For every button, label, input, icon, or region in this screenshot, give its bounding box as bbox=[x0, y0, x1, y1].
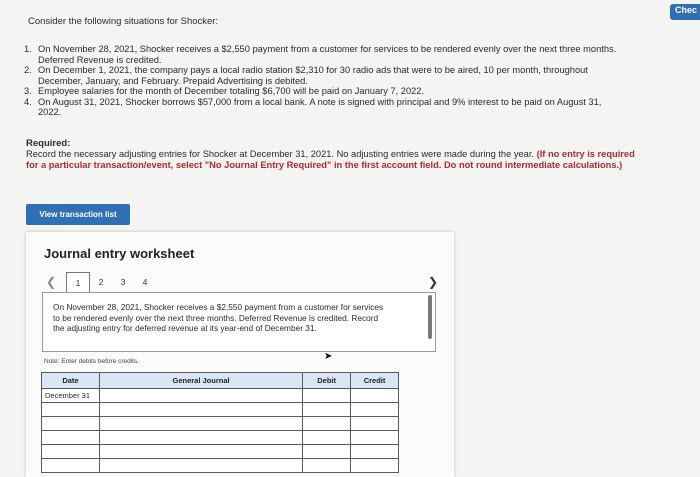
credit-input[interactable] bbox=[351, 431, 399, 445]
general-journal-column-header: General Journal bbox=[99, 373, 302, 389]
credit-input[interactable] bbox=[351, 403, 399, 417]
credit-input[interactable] bbox=[351, 417, 399, 431]
table-header-row bbox=[42, 373, 399, 389]
date-cell bbox=[42, 403, 100, 417]
tab-4[interactable]: 4 bbox=[142, 277, 148, 287]
view-transaction-list-button[interactable]: View transaction list bbox=[26, 204, 130, 225]
date-cell bbox=[42, 445, 100, 459]
date-cell bbox=[42, 431, 100, 445]
journal-entry-worksheet bbox=[26, 232, 454, 477]
date-cell: December 31 bbox=[42, 389, 100, 403]
debit-input[interactable] bbox=[303, 459, 351, 473]
table-row bbox=[42, 459, 399, 473]
chevron-right-icon[interactable]: ❯ bbox=[428, 275, 439, 289]
debit-input[interactable] bbox=[303, 431, 351, 445]
scrollbar[interactable] bbox=[428, 295, 432, 339]
tab-1[interactable]: 1 bbox=[66, 272, 90, 293]
worksheet-title: Journal entry worksheet bbox=[44, 246, 195, 261]
date-cell bbox=[42, 459, 100, 473]
tab-2[interactable]: 2 bbox=[98, 277, 104, 287]
required-instruction: (If no entry is required for a particular transaction/event, select "No Journal Entry Required" in the first account field. Do not round intermediate calculations.) bbox=[26, 149, 635, 170]
tab-3[interactable]: 3 bbox=[120, 277, 126, 287]
required-heading: Required: bbox=[26, 138, 71, 149]
table-row bbox=[42, 445, 399, 459]
situation-text: On August 31, 2021, Shocker borrows $57,000 from a local bank. A note is signed with principal and 9% interest to be paid on August 31, 2022. bbox=[38, 96, 602, 117]
situation-text: On November 28, 2021, Shocker receives a $2,550 payment from a customer for services to be rendered evenly over the next three months. Deferred Revenue is credited. bbox=[38, 44, 617, 65]
debit-column-header: Debit bbox=[303, 373, 351, 389]
account-input[interactable] bbox=[99, 445, 302, 459]
account-input[interactable] bbox=[99, 403, 302, 417]
mouse-cursor-icon: ➤ bbox=[324, 351, 333, 362]
task-text: On November 28, 2021, Shocker receives a $2,550 payment from a customer for services to be rendered evenly over the next three months. Deferred Revenue is credited. Record the adjusting entry for deferred revenue at its year-end of December 31. bbox=[53, 302, 384, 333]
worksheet-tabs bbox=[66, 272, 156, 293]
list-item: 4. On August 31, 2021, Shocker borrows $57,000 from a local bank. A note is signed with principal and 9% interest to be paid on August 31, 2022. bbox=[24, 97, 624, 118]
situation-text: On December 1, 2021, the company pays a local radio station $2,310 for 30 radio ads that were to be aired, 10 per month, throughout December, January, and February. Prepaid Advertising is debited. bbox=[38, 65, 588, 86]
situation-text: Employee salaries for the month of December totaling $6,700 will be paid on January 7, 2022. bbox=[38, 86, 425, 96]
list-item: 1. On November 28, 2021, Shocker receives a $2,550 payment from a customer for services to be rendered evenly over the next three months. Deferred Revenue is credited. bbox=[24, 44, 624, 65]
situations-list bbox=[24, 44, 624, 118]
debit-input[interactable] bbox=[303, 403, 351, 417]
list-item: 3. Employee salaries for the month of December totaling $6,700 will be paid on January 7, 2022. bbox=[24, 86, 425, 96]
table-row bbox=[42, 403, 399, 417]
credit-input[interactable] bbox=[351, 389, 399, 403]
table-row bbox=[42, 431, 399, 445]
table-row bbox=[42, 389, 399, 403]
debit-input[interactable] bbox=[303, 417, 351, 431]
chevron-left-icon[interactable]: ❮ bbox=[46, 275, 57, 289]
table-row bbox=[42, 417, 399, 431]
account-input[interactable] bbox=[99, 417, 302, 431]
account-input[interactable] bbox=[99, 431, 302, 445]
debit-input[interactable] bbox=[303, 389, 351, 403]
task-description-box bbox=[42, 292, 436, 352]
intro-text: Consider the following situations for Shocker: bbox=[28, 16, 219, 27]
required-text: Record the necessary adjusting entries for Shocker at December 31, 2021. No adjusting entries were made during the year. (If no entry is required for a particular transaction/event, select "No Journal Entry Required" in the first account field. Do not round intermediate calculations.) bbox=[26, 149, 635, 170]
list-item: 2. On December 1, 2021, the company pays a local radio station $2,310 for 30 radio ads that were to be aired, 10 per month, throughout December, January, and February. Prepaid Advertising is debited. bbox=[24, 65, 624, 86]
date-column-header: Date bbox=[42, 373, 100, 389]
account-input[interactable] bbox=[99, 459, 302, 473]
check-my-work-button[interactable]: Chec bbox=[670, 4, 700, 20]
credit-input[interactable] bbox=[351, 445, 399, 459]
credit-input[interactable] bbox=[351, 459, 399, 473]
date-cell bbox=[42, 417, 100, 431]
debit-input[interactable] bbox=[303, 445, 351, 459]
credit-column-header: Credit bbox=[351, 373, 399, 389]
account-input[interactable] bbox=[99, 389, 302, 403]
journal-table bbox=[41, 372, 399, 473]
note-text: Note: Enter debits before credits. bbox=[44, 358, 140, 365]
